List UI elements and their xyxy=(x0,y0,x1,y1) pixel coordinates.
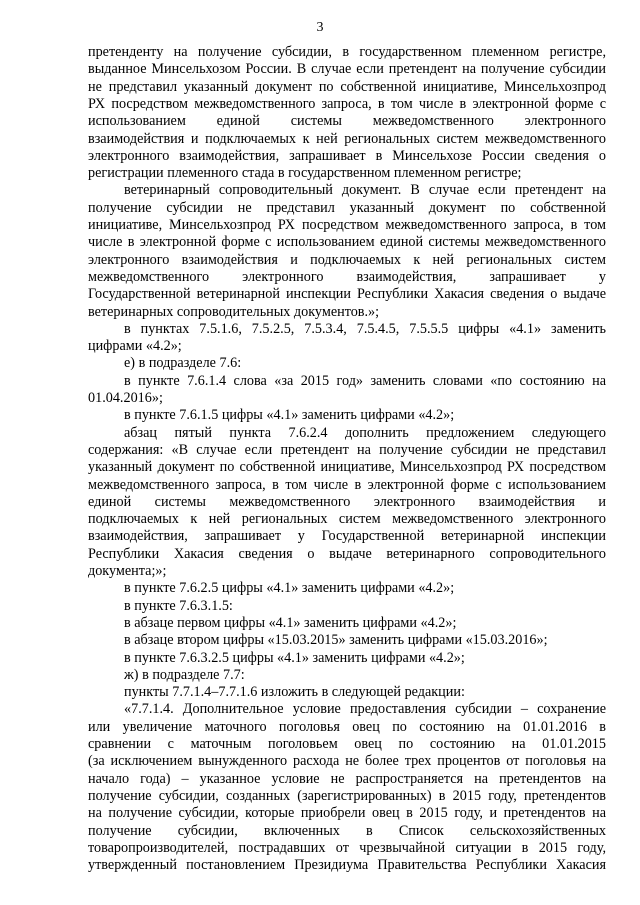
text-line: документа;»; xyxy=(88,563,167,579)
text-line: содержания: «В случае если претендент на получение субсидии не представил xyxy=(88,441,606,458)
text-line: в пунктах 7.5.1.6, 7.5.2.5, 7.5.3.4, 7.5.4.5, 7.5.5.5 цифры «4.1» заменить xyxy=(124,320,606,337)
text-line: ветеринарных сопроводительных документов.»; xyxy=(88,303,380,320)
text-line: использованием единой системы межведомственного электронного xyxy=(88,113,606,130)
text-line: Государственной ветеринарной инспекции Республики Хакасия сведения о выдаче xyxy=(88,286,606,303)
text-line: единой системы межведомственного электронного взаимодействия и xyxy=(88,493,606,510)
text-line: цифрами «4.2»; xyxy=(88,338,182,355)
text-line: утвержденный постановлением Президиума Правительства Республики Хакасия xyxy=(88,857,606,874)
text-line: подключаемых к ней региональных систем межведомственного электронного xyxy=(88,511,606,528)
text-line: электронного взаимодействия и подключаемых к ней региональных систем xyxy=(88,251,606,268)
text-line: взаимодействия и подключаемых к ней региональных систем межведомственного xyxy=(88,130,606,147)
text-line: 01.04.2016»; xyxy=(88,390,163,406)
text-line: начало года) – указанное условие не распространяется на претендентов на xyxy=(88,770,606,787)
text-line: выданное Минсельхозом России. В случае если претендент на получение субсидии xyxy=(88,61,606,78)
text-line: ж) в подразделе 7.7: xyxy=(124,666,245,683)
text-line: электронного взаимодействия, запрашивает в Минсельхозе России сведения о xyxy=(88,147,606,164)
text-line: числе в электронной форме с использованием единой системы межведомственного xyxy=(88,234,606,251)
text-line: или увеличение маточного поголовья овец по состоянию на 01.01.2016 в xyxy=(88,718,606,735)
text-line: в пункте 7.6.1.5 цифры «4.1» заменить цифрами «4.2»; xyxy=(124,407,455,424)
text-line: получение субсидии не представил указанный документ по собственной xyxy=(88,199,606,216)
text-line: претенденту на получение субсидии, в государственном племенном регистре, xyxy=(88,44,606,60)
text-line: в пункте 7.6.3.1.5: xyxy=(124,597,233,614)
text-line: не представил указанный документ по собственной инициативе, Минсельхозпрод xyxy=(88,78,606,95)
text-line: взаимодействия, запрашивает у Государственной ветеринарной инспекции xyxy=(88,528,606,545)
text-line: указанный документ по собственной инициативе, Минсельхозпрод РХ посредством xyxy=(88,459,606,476)
text-line: «7.7.1.4. Дополнительное условие предоставления субсидии – сохранение xyxy=(124,701,606,718)
text-line: в абзаце первом цифры «4.1» заменить цифрами «4.2»; xyxy=(124,614,457,631)
text-line: Республики Хакасия сведения о выдаче ветеринарного сопроводительного xyxy=(88,545,606,562)
text-line: в пункте 7.6.3.2.5 цифры «4.1» заменить цифрами «4.2»; xyxy=(124,649,465,666)
text-line: сравнении с маточным поголовьем овец по состоянию на 01.01.2015 xyxy=(88,736,606,752)
text-line: РХ посредством межведомственного запроса, в том числе в электронной форме с xyxy=(88,95,606,112)
page-number: 3 xyxy=(316,20,324,35)
text-line: (за исключением вынужденного расхода не более трех процентов от поголовья на xyxy=(88,753,606,770)
text-line: абзац пятый пункта 7.6.2.4 дополнить предложением следующего xyxy=(124,424,606,441)
text-line: е) в подразделе 7.6: xyxy=(124,355,242,372)
text-line: на получение субсидии, которые приобрели овец в 2015 году, и претендентов на xyxy=(88,805,606,822)
text-line: инициативе, Минсельхозпрод РХ посредством межведомственного запроса, в том xyxy=(88,217,606,233)
text-line: в абзаце втором цифры «15.03.2015» заменить цифрами «15.03.2016»; xyxy=(124,632,548,649)
text-line: регистрации племенного стада в государственном племенном регистре; xyxy=(88,165,522,182)
text-line: пункты 7.7.1.4–7.7.1.6 изложить в следующей редакции: xyxy=(124,684,465,701)
text-line: получение субсидии, включенных в Список сельскохозяйственных xyxy=(88,822,606,839)
text-line: ветеринарный сопроводительный документ. В случае если претендент на xyxy=(124,182,606,199)
text-line: в пункте 7.6.1.4 слова «за 2015 год» заменить словами «по состоянию на xyxy=(124,372,606,389)
text-line: межведомственного запроса, в том числе в электронной форме с использованием xyxy=(88,476,606,493)
text-line: получение субсидии, созданных (зарегистрированных) в 2015 году, претендентов xyxy=(88,787,606,804)
text-line: товаропроизводителей, пострадавших от чрезвычайной ситуации в 2015 году, xyxy=(88,839,606,856)
text-line: межведомственного электронного взаимодействия, запрашивает у xyxy=(88,268,606,285)
text-line: в пункте 7.6.2.5 цифры «4.1» заменить цифрами «4.2»; xyxy=(124,580,455,597)
